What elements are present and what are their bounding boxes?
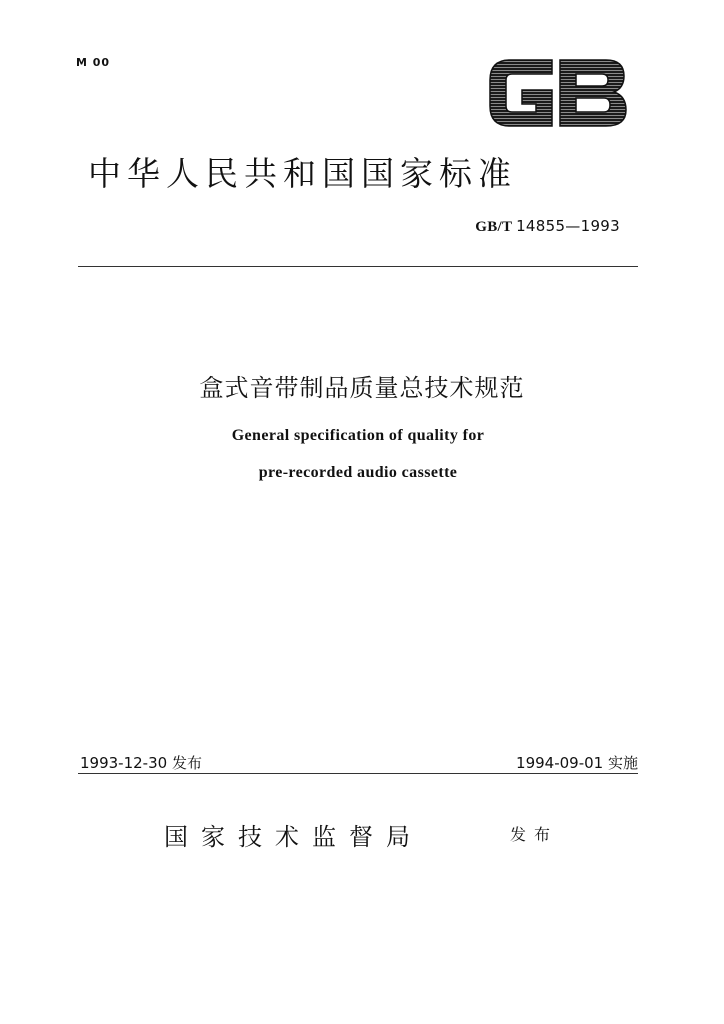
classification-code: M 00 — [76, 56, 111, 69]
document-title-en-line1: General specification of quality for — [231, 427, 485, 444]
issue-date: 1993-12-30 发布 — [80, 754, 202, 772]
issuer-name: 国家技术监督局 — [164, 823, 423, 851]
document-title-cn: 盒式音带制品质量总技术规范 — [199, 374, 525, 402]
standard-number: 14855—1993 — [516, 217, 620, 235]
bottom-divider — [78, 773, 638, 774]
standard-code — [475, 217, 620, 236]
issuer-suffix: 发布 — [510, 825, 559, 844]
standard-prefix: GB/T — [475, 219, 513, 235]
document-title-en-line2: pre-recorded audio cassette — [258, 464, 458, 481]
implementation-date: 1994-09-01 实施 — [516, 754, 638, 772]
top-divider — [78, 266, 638, 267]
gb-logo — [484, 54, 630, 132]
standard-title: 中华人民共和国国家标准 — [88, 154, 517, 193]
